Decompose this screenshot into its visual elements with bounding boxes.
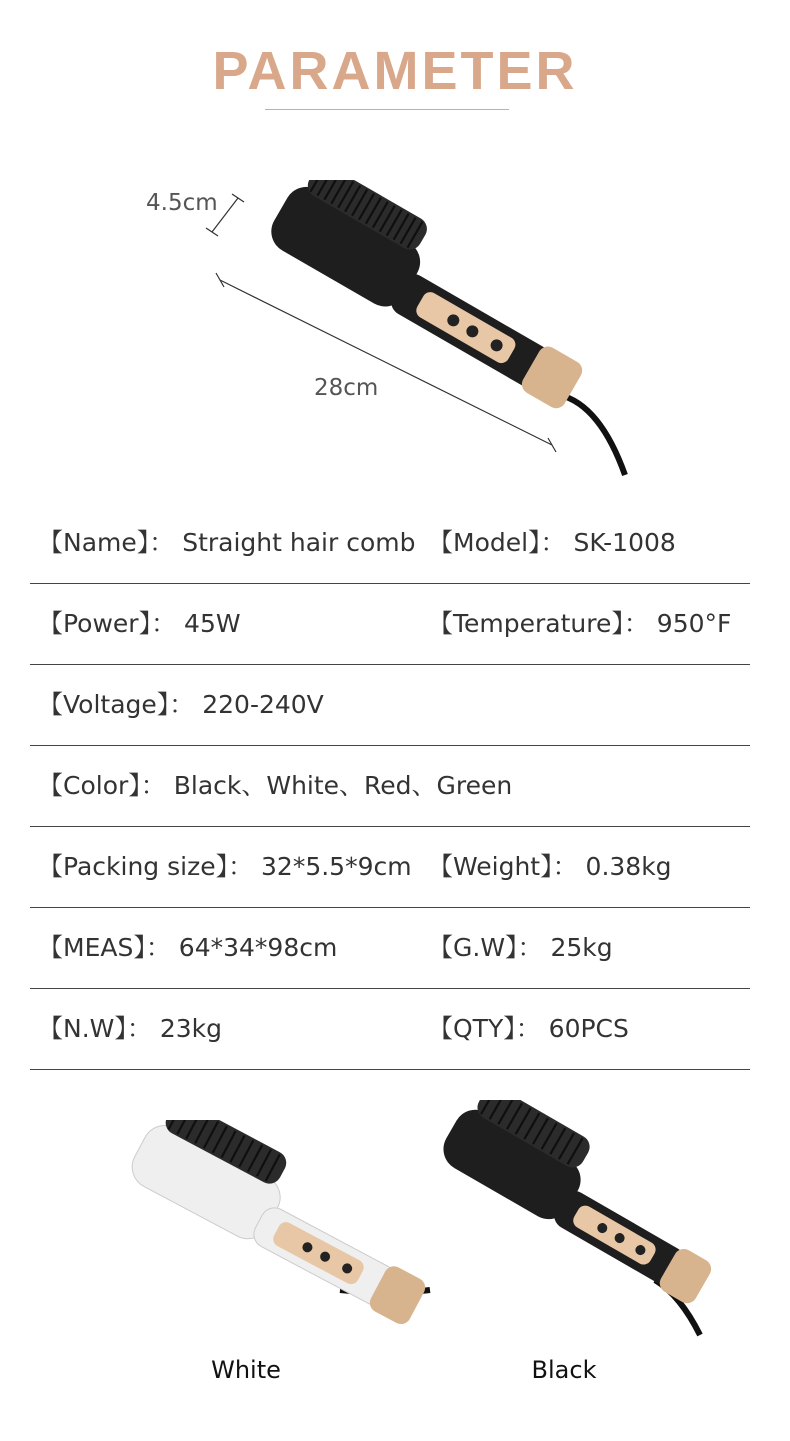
spec-model: 【Model】： SK-1008: [428, 528, 676, 557]
spec-row: [30, 908, 750, 989]
spec-name: 【Name】： Straight hair comb: [38, 528, 416, 557]
spec-meas: 【MEAS】： 64*34*98cm: [38, 933, 338, 962]
width-dimension-line: [206, 194, 244, 236]
black-variant-image: [405, 1100, 725, 1340]
spec-power: 【Power】： 45W: [38, 609, 241, 638]
spec-gross-weight: 【G.W】： 25kg: [428, 933, 613, 962]
white-variant-image: [90, 1120, 450, 1340]
length-dimension-label: 28cm: [314, 375, 379, 401]
hero-product-image: [140, 180, 640, 480]
power-cord: [560, 395, 625, 475]
spec-row: [30, 827, 750, 908]
spec-quantity: 【QTY】： 60PCS: [428, 1014, 629, 1043]
spec-color: 【Color】： Black、White、Red、Green: [38, 771, 513, 800]
spec-net-weight: 【N.W】： 23kg: [38, 1014, 222, 1043]
width-dimension-label: 4.5cm: [146, 190, 218, 216]
page-title: PARAMETER: [212, 41, 578, 101]
spec-row: [30, 746, 750, 827]
spec-voltage: 【Voltage】： 220-240V: [38, 690, 324, 719]
title-underline: [265, 109, 509, 110]
white-variant-label: White: [211, 1356, 281, 1384]
spec-row: [30, 503, 750, 584]
spec-row: [30, 665, 750, 746]
spec-packing-size: 【Packing size】： 32*5.5*9cm: [38, 852, 412, 881]
spec-row: [30, 989, 750, 1070]
black-variant-label: Black: [531, 1356, 597, 1384]
spec-temperature: 【Temperature】： 950°F: [428, 609, 732, 638]
spec-table: [30, 503, 750, 1070]
spec-weight: 【Weight】： 0.38kg: [428, 852, 672, 881]
spec-row: [30, 584, 750, 665]
